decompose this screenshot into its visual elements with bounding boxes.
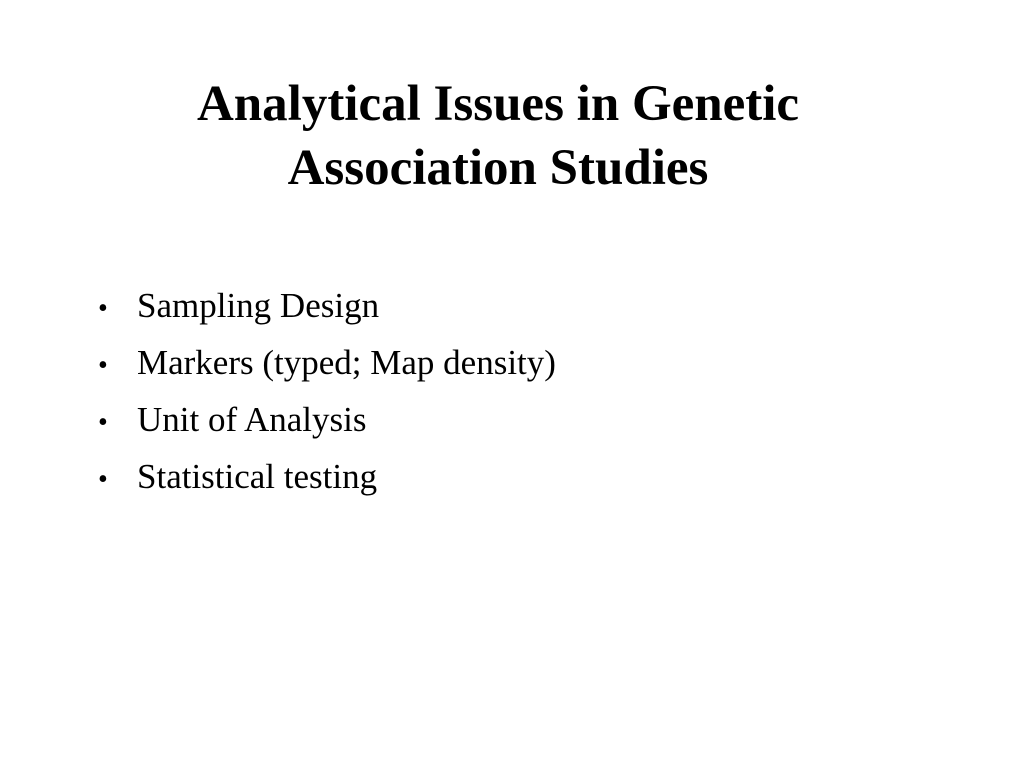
bullet-text-markers: Markers (typed; Map density): [137, 343, 556, 382]
bullet-text-unit-of-analysis: Unit of Analysis: [137, 400, 367, 439]
slide-title: Analytical Issues in Genetic Association Studies: [196, 76, 800, 196]
list-item: [98, 334, 556, 391]
bullet-list: [98, 277, 556, 505]
bullet-icon: •: [98, 350, 108, 381]
bullet-text-statistical-testing: Statistical testing: [137, 457, 378, 496]
list-item: [98, 448, 556, 505]
bullet-icon: •: [98, 464, 108, 495]
bullet-icon: •: [98, 293, 108, 324]
bullet-icon: •: [98, 407, 108, 438]
list-item: [98, 391, 556, 448]
bullet-text-sampling-design: Sampling Design: [137, 286, 380, 325]
list-item: [98, 277, 556, 334]
